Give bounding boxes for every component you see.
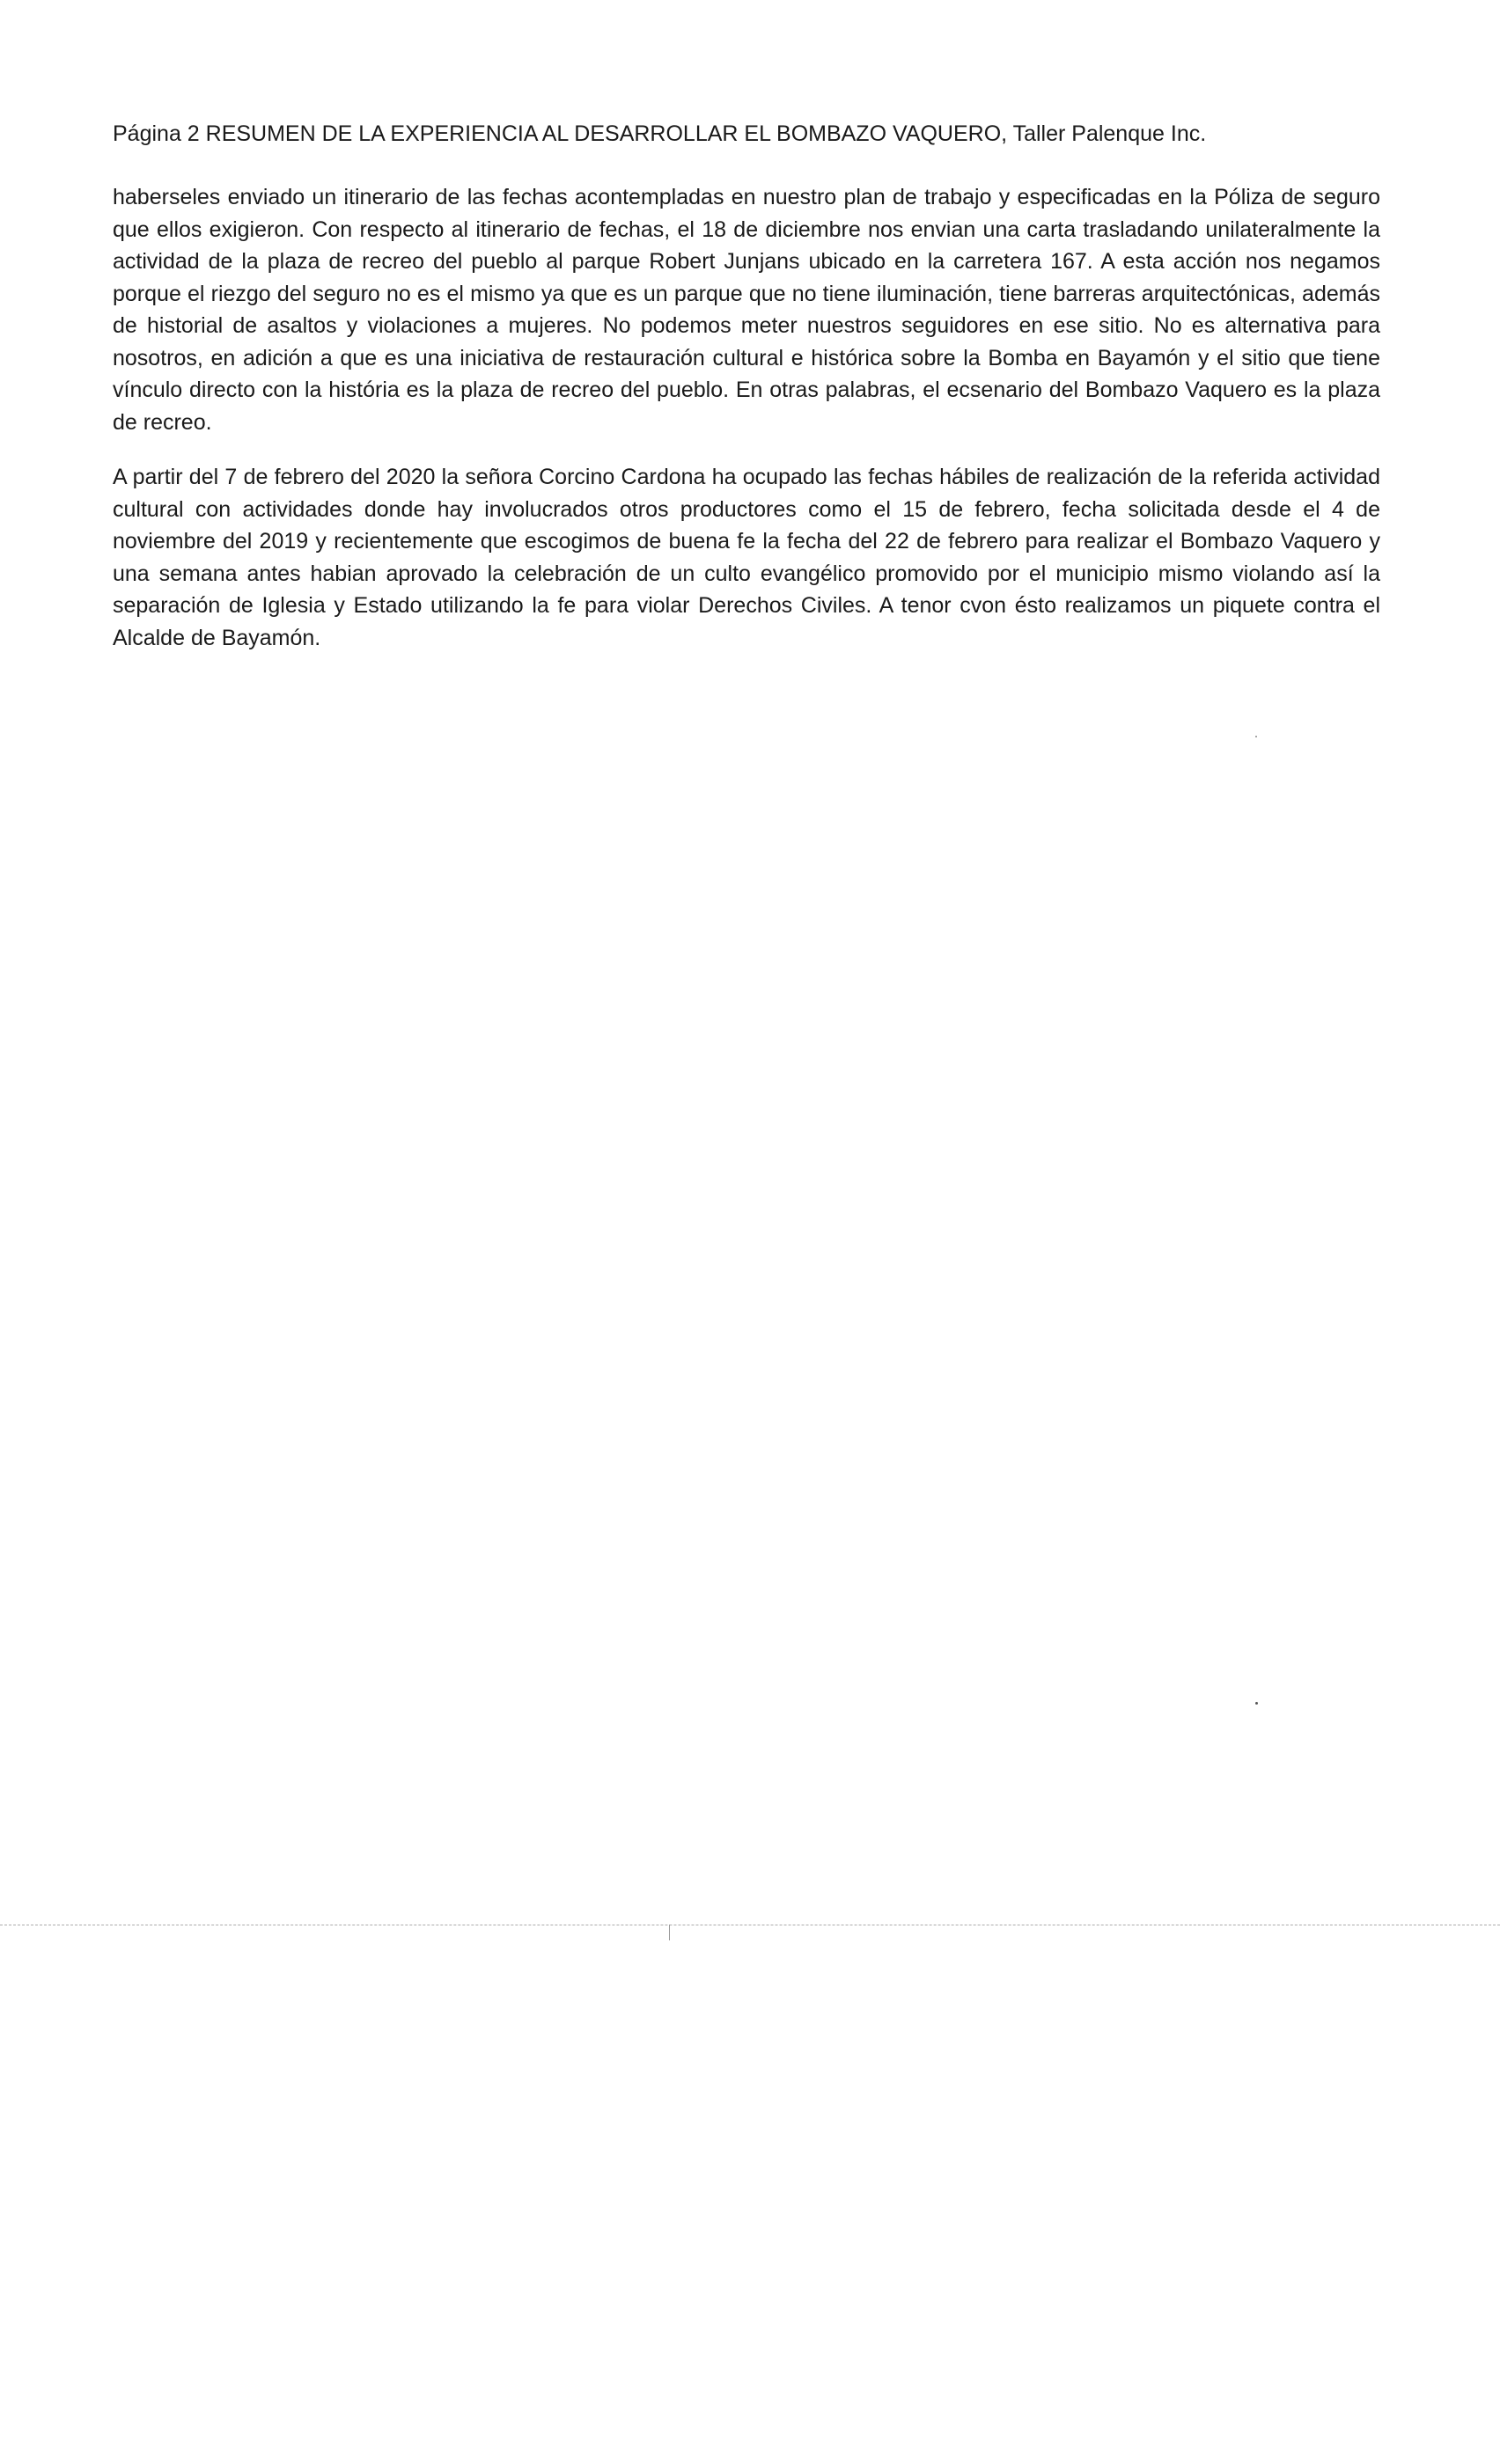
scan-artifact-tick [669, 1925, 670, 1940]
page-header: Página 2 RESUMEN DE LA EXPERIENCIA AL DESARROLLAR EL BOMBAZO VAQUERO, Taller Palenque Inc. [113, 121, 1207, 146]
scan-speck [1255, 1702, 1258, 1705]
paragraph-1: haberseles enviado un itinerario de las fechas acontempladas en nuestro plan de trabajo y especificadas en la Póliza de seguro que ellos exigieron. Con respecto al itinerario de fechas, el 18 de diciembre nos envian una carta trasladando unilateralmente la actividad de la plaza de recreo del pueblo al parque Robert Junjans ubicado en la carretera 167. A esta acción nos negamos porque el riezgo del seguro no es el mismo ya que es un parque que no tiene iluminación, tiene barreras arquitectónicas, además de historial de asaltos y violaciones a mujeres. No podemos meter nuestros seguidores en ese sitio. No es alternativa para nosotros, en adición a que es una iniciativa de restauración cultural e histórica sobre la Bomba en Bayamón y el sitio que tiene vínculo directo con la história es la plaza de recreo del pueblo. En otras palabras, el ecsenario del Bombazo Vaquero es la plaza de recreo. [113, 185, 1380, 435]
paragraph-2: A partir del 7 de febrero del 2020 la señora Corcino Cardona ha ocupado las fechas hábiles de realización de la referida actividad cultural con actividades donde hay involucrados otros productores como el 15 de febrero, fecha solicitada desde el 4 de noviembre del 2019 y recientemente que escogimos de buena fe la fecha del 22 de febrero para realizar el Bombazo Vaquero y una semana antes habian aprovado la celebración de un culto evangélico promovido por el municipio mismo violando así la separación de Iglesia y Estado utilizando la fe para violar Derechos Civiles. A tenor cvon ésto realizamos un piquete contra el Alcalde de Bayamón. [113, 465, 1380, 650]
scan-speck [1255, 736, 1257, 737]
